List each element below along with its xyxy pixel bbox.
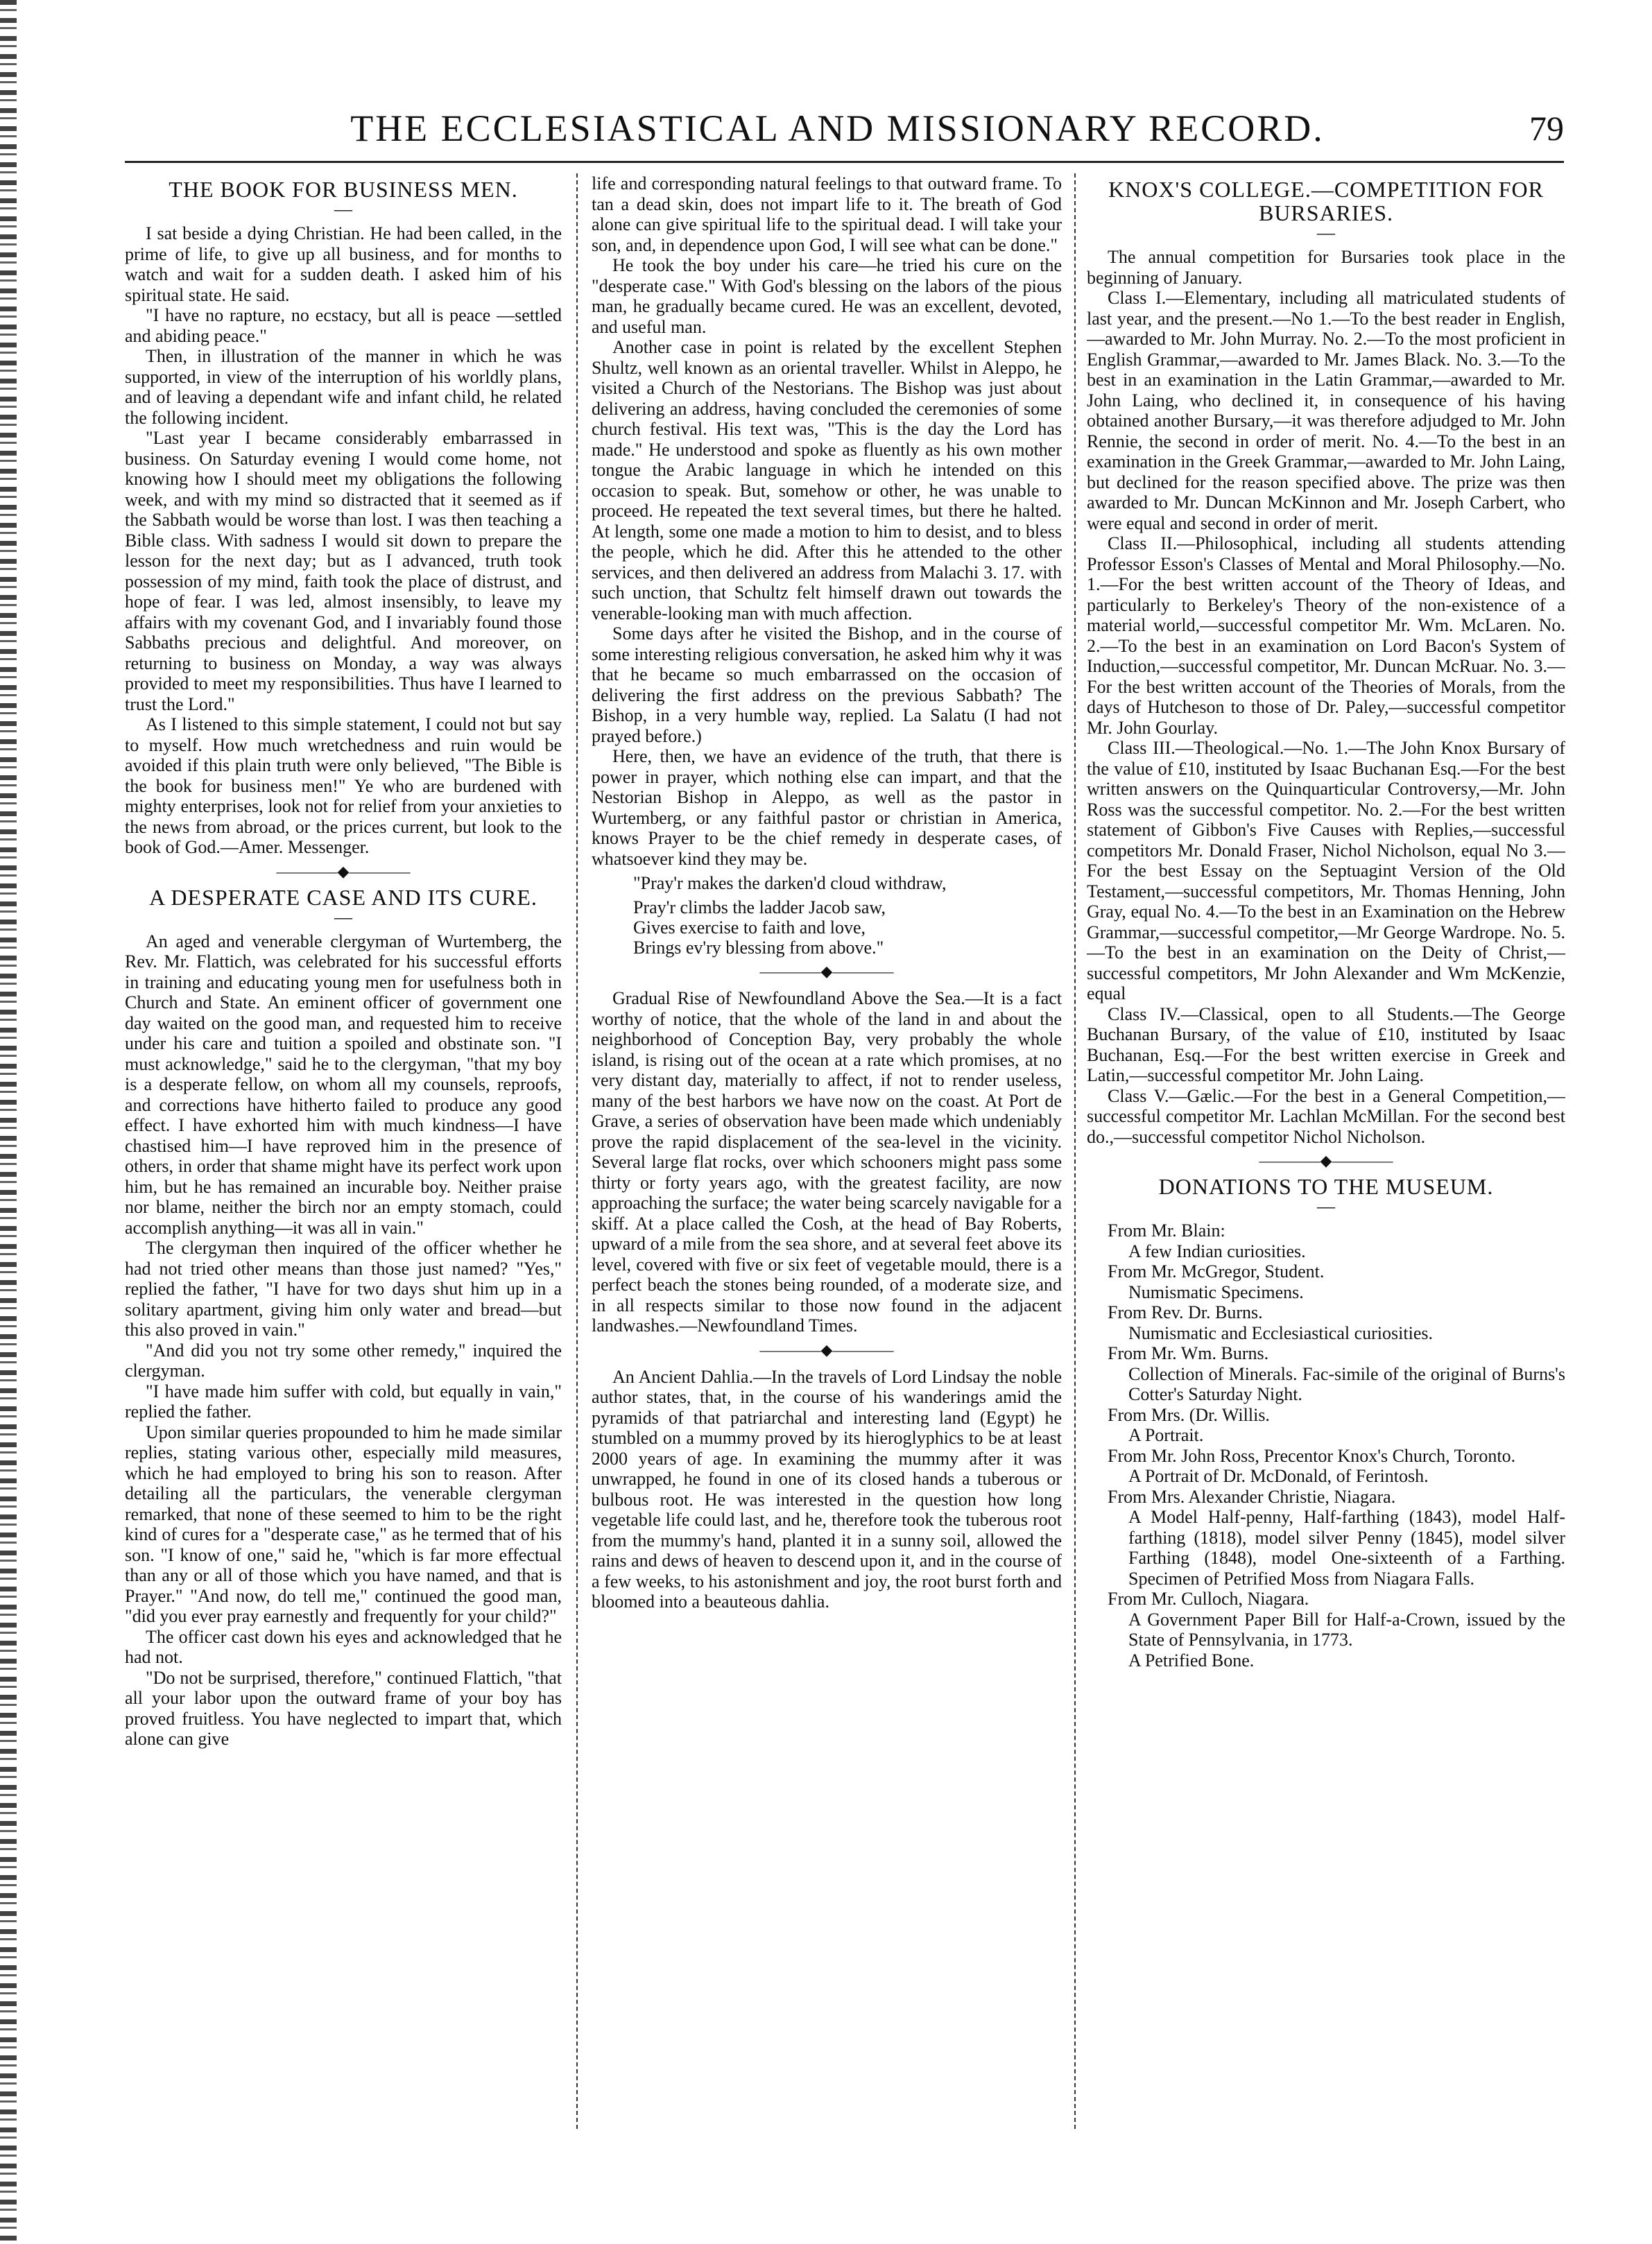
- paragraph: The officer cast down his eyes and acknowledged that he had not.: [125, 1626, 562, 1667]
- paragraph: Here, then, we have an evidence of the truth, that there is power in prayer, which nothing else can impart, and that the Nestorian Bishop in Aleppo, as well as the pastor in Wurtemberg, or any faithful pastor or christian in America, knows Prayer to be the chief remedy in desperate cases, of whatsoever kind they may be.: [592, 746, 1062, 869]
- page-number: 79: [1529, 109, 1564, 148]
- paragraph: Another case in point is related by the excellent Stephen Shultz, well known as an oriental traveller. Whilst in Aleppo, he visited a Church of the Nestorians. The Bishop was just about delivering an address, having concluded the ceremonies of some church festival. His text was, "This is the day the Lord has made." He understood and spoke as fluently as his own mother tongue the Arabic language in which he intended on this occasion to speak. But, somehow or other, he was unable to proceed. He repeated the text several times, but there he halted. At length, some one made a motion to him to desist, and to bless the people, which he did. After this he attended to the other services, and then delivered an address from Malachi 3. 17. with such unction, that Schultz felt himself drawn out towards the venerable-looking man with much affection.: [592, 337, 1062, 623]
- donation-item: A Model Half-penny, Half-farthing (1843), model Half-farthing (1818), model silver Penny (1845), model silver Farthing (1848), model One-sixteenth of a Farthing. Specimen of Petrified Moss from Niagara Falls.: [1128, 1507, 1565, 1589]
- paragraph: Gradual Rise of Newfoundland Above the Sea.—It is a fact worthy of notice, that the whole of the land in and about the neighborhood of Conception Bay, very probably the whole island, is rising out of the ocean at a rate which promises, at no very distant day, materially to affect, if not to render useless, many of the best harbors we have now on the coast. At Port de Grave, a series of observation have been made which undeniably prove the rapid displacement of the sea-level in the vicinity. Several large flat rocks, over which schooners might pass some thirty or forty years ago, with the greatest facility, are now approaching the surface; the water being scarcely navigable for a skiff. At a place called the Cosh, at the head of Bay Roberts, upward of a mile from the sea shore, and at several feet above its level, covered with five or six feet of vegetable mould, there is a perfect beach the stones being rounded, of a moderate size, and in all respects similar to those now found in the adjacent landwashes.—Newfoundland Times.: [592, 988, 1062, 1336]
- column-2: [592, 173, 1062, 2129]
- paragraph: An Ancient Dahlia.—In the travels of Lord Lindsay the noble author states, that, in the course of his wanderings amid the pyramids of that patriarchal and interesting land (Egypt) he stumbled on a mummy proved by its hieroglyphics to be at least 2000 years of age. In examining the mummy after it was unwrapped, he found in one of its closed hands a tuberous or bulbous root. He was interested in the question how long vegetable life could last, and he, therefore took the tuberous root from the mummy's hand, planted it in a sunny soil, allowed the rains and dews of heaven to descend upon it, and in the course of a few weeks, to his astonishment and joy, the root burst forth and bloomed into a beauteous dahlia.: [592, 1366, 1062, 1612]
- section-ornament: ————◆————: [759, 963, 894, 980]
- article-title: KNOX'S COLLEGE.—COMPETITION FOR BURSARIES.: [1108, 177, 1544, 225]
- donation-donor: From Mr. John Ross, Precentor Knox's Church, Toronto.: [1108, 1445, 1516, 1466]
- donation-donor: From Rev. Dr. Burns.: [1108, 1302, 1263, 1322]
- donation-donor: From Mr. Wm. Burns.: [1108, 1343, 1269, 1363]
- donation-donor: From Mr. McGregor, Student.: [1108, 1261, 1325, 1281]
- paragraph: As I listened to this simple statement, I could not but say to myself. How much wretchedness and ruin would be avoided if this plain truth were only believed, "The Bible is the book for business men!" Ye who are burdened with mighty enterprises, look not for relief from your anxieties to the news from abroad, or the prices current, but look to the book of God.—Amer. Messenger.: [125, 714, 562, 857]
- column-separator: [576, 173, 578, 2129]
- paragraph: Class II.—Philosophical, including all students attending Professor Esson's Classes of Mental and Moral Philosophy.—No. 1.—For the best written account of the Theory of Ideas, and particularly to Berkeley's Theory of the non-existence of a material world,—successful competitor Mr. Wm. McLaren. No. 2.—To the best in an examination on Lord Bacon's System of Induction,—successful competitor, Mr. Duncan McRuar. No. 3.—For the best written account of the Theories of Morals, from the days of Hutcheson to those of Dr. Paley,—successful competitor Mr. John Gourlay.: [1087, 533, 1565, 738]
- article-title: A DESPERATE CASE AND ITS CURE.: [149, 884, 537, 910]
- section-ornament: ————◆————: [276, 862, 411, 880]
- paragraph: He took the boy under his care—he tried his cure on the "desperate case." With God's blessing on the labors of the pious man, he gradually became cured. He was an excellent, devoted, and useful man.: [592, 255, 1062, 337]
- donation-item: A Petrified Bone.: [1128, 1650, 1255, 1671]
- donation-item: Numismatic and Ecclesiastical curiosities.: [1128, 1322, 1433, 1343]
- donation-item: A few Indian curiosities.: [1128, 1241, 1306, 1261]
- paragraph: An aged and venerable clergyman of Wurtemberg, the Rev. Mr. Flattich, was celebrated for his successful efforts in training and educating young men for usefulness both in Church and State. An eminent officer of government one day waited on the good man, and requested him to receive under his care and tuition a spoiled and obstinate son. "I must acknowledge," said he to the clergyman, "that my boy is a desperate fellow, on whom all my counsels, reproofs, and corrections have hitherto failed to produce any good effect. I have exhorted him with much kindness—I have chastised him—I have reproved him in the presence of others, in order that shame might have its perfect work upon him, but he has remained an incurable boy. Neither praise nor blame, neither the birch nor an empty stomach, could accomplish anything—it was all in vain.": [125, 931, 562, 1238]
- verse-line: "Pray'r makes the darken'd cloud withdraw,: [633, 873, 947, 893]
- column-3: [1087, 173, 1565, 2129]
- donation-donor: From Mrs. (Dr. Willis.: [1108, 1404, 1270, 1425]
- scan-edge: [0, 0, 17, 2244]
- paragraph: Class V.—Gælic.—For the best in a General Competition,—successful competitor Mr. Lachlan McMillan. For the second best do.,—successful competitor Nichol Nicholson.: [1087, 1085, 1565, 1147]
- paragraph: The annual competition for Bursaries took place in the beginning of January.: [1087, 247, 1565, 288]
- page-header: [111, 104, 1564, 153]
- title-dash: —: [1317, 1196, 1335, 1216]
- donation-item: Numismatic Specimens.: [1128, 1281, 1304, 1302]
- paragraph: life and corresponding natural feelings to that outward frame. To tan a dead skin, does not impart life to it. The breath of God alone can give spiritual life to the spiritual dead. I will take your son, and, in dependence upon God, I will see what can be done.": [592, 173, 1062, 255]
- section-ornament: ————◆————: [1259, 1152, 1393, 1169]
- donation-donor: From Mrs. Alexander Christie, Niagara.: [1108, 1486, 1396, 1507]
- paragraph: "I have no rapture, no ecstacy, but all is peace —settled and abiding peace.": [125, 305, 562, 346]
- paragraph: Some days after he visited the Bishop, and in the course of some interesting religious conversation, he asked him why it was that he became so much embarrassed on the occasion of delivering the first address on the previous Sabbath? The Bishop, in a very humble way, replied. La Salatu (I had not prayed before.): [592, 623, 1062, 746]
- column-1: [125, 173, 562, 2129]
- donation-item: A Portrait.: [1128, 1425, 1204, 1445]
- donation-donor: From Mr. Culloch, Niagara.: [1108, 1589, 1309, 1609]
- donation-item: A Portrait of Dr. McDonald, of Ferintosh.: [1128, 1466, 1429, 1486]
- paragraph: "I have made him suffer with cold, but equally in vain," replied the father.: [125, 1381, 562, 1422]
- title-dash: —: [334, 906, 352, 927]
- paragraph: I sat beside a dying Christian. He had been called, in the prime of life, to give up all business, and for months to watch and wait for a sudden death. I asked him of his spiritual state. He said.: [125, 223, 562, 305]
- header-rule: [125, 161, 1564, 163]
- verse-line: Brings ev'ry blessing from above.": [633, 938, 884, 958]
- section-ornament: ————◆————: [759, 1340, 894, 1358]
- paragraph: Class IV.—Classical, open to all Students.—The George Buchanan Bursary, of the value of £10, instituted by Isaac Buchanan, Esq.—For the best written exercise in Greek and Latin,—successful competitor Mr. John Laing.: [1087, 1003, 1565, 1085]
- journal-title: THE ECCLESIASTICAL AND MISSIONARY RECORD.: [350, 107, 1325, 149]
- donation-item: Collection of Minerals. Fac-simile of the original of Burns's Cotter's Saturday Night.: [1128, 1363, 1565, 1404]
- verse-line: Gives exercise to faith and love,: [633, 917, 866, 938]
- paragraph: The clergyman then inquired of the officer whether he had not tried other means than those just named? "Yes," replied the father, "I have for two days shut him up in a solitary apartment, giving him only water and bread—but this also proved in vain.": [125, 1238, 562, 1340]
- paragraph: Upon similar queries propounded to him he made similar replies, stating various other, especially mild measures, which he had employed to bring his son to reason. After detailing all the particulars, the venerable clergyman remarked, that none of these seemed to him to be the right kind of cures for a "desperate case," as he termed that of his son. "I know of one," said he, "which is far more effectual than any or all of those which you have named, and that is Prayer." "And now, do tell me," continued the good man, "did you ever pray earnestly and frequently for your child?": [125, 1422, 562, 1626]
- title-dash: —: [334, 199, 352, 219]
- paragraph: Class I.—Elementary, including all matriculated students of last year, and the present.—No 1.—To the best reader in English,—awarded to Mr. John Murray. No. 2.—To the most proficient in English Grammar,—awarded to Mr. James Black. No. 3.—To the best in an examination in the Latin Grammar,—awarded to Mr. John Laing, who declined it, in consequence of his having obtained another Bursary,—it was therefore adjudged to Mr. John Rennie, the second in order of merit. No. 4.—To the best in an examination in the Greek Grammar,—awarded to Mr. John Laing, but declined for the reason specified above. The prize was then awarded to Mr. Duncan McKinnon and Mr. Joseph Carbert, who were equal and second in order of merit.: [1087, 288, 1565, 533]
- article-title: THE BOOK FOR BUSINESS MEN.: [169, 177, 518, 202]
- article-title: DONATIONS TO THE MUSEUM.: [1158, 1174, 1494, 1199]
- paragraph: "Do not be surprised, therefore," continued Flattich, "that all your labor upon the outward frame of your boy has proved fruitless. You have neglected to impart that, which alone can give: [125, 1667, 562, 1749]
- paragraph: "And did you not try some other remedy," inquired the clergyman.: [125, 1340, 562, 1381]
- paragraph: Then, in illustration of the manner in which he was supported, in view of the interruption of his worldly plans, and of leaving a dependant wife and infant child, he related the following incident.: [125, 346, 562, 428]
- donation-item: A Government Paper Bill for Half-a-Crown, issued by the State of Pennsylvania, in 1773.: [1128, 1609, 1565, 1650]
- title-dash: —: [1317, 223, 1335, 243]
- paragraph: Class III.—Theological.—No. 1.—The John Knox Bursary of the value of £10, instituted by Isaac Buchanan Esq.—For the best written answers on the Quinquarticular Controversy,—Mr. John Ross was the successful competitor. No. 2.—For the best written statement of Gibbon's Five Causes with Replies,—successful competitors Mr. Donald Fraser, Nichol Nicholson, equal No 3.—For the best Essay on the Septuagint Version of the Old Testament,—successful competitors, Mr. Thomas Henning, John Gray, equal No. 4.—To the best in an Examination on the Hebrew Grammar,—successful competitor,—Mr George Wardrope. No. 5.—To the best in an examination on the Deity of Christ,—successful competitors, Mr John Alexander and Wm McKenzie, equal: [1087, 738, 1565, 1003]
- paragraph: "Last year I became considerably embarrassed in business. On Saturday evening I would come home, not knowing how I should meet my obligations the following week, and with my mind so distracted that it seemed as if the Sabbath would be worse than lost. I was then teaching a Bible class. With sadness I would sit down to prepare the lesson for the next day; but as I advanced, truth took possession of my mind, faith took the place of distrust, and hope of fear. I was led, almost insensibly, to leave my affairs with my covenant God, and I invariably found those Sabbaths precious and delightful. And moreover, on returning to business on Monday, a way was always provided to meet my responsibilities. Thus have I learned to trust the Lord.": [125, 428, 562, 714]
- donation-donor: From Mr. Blain:: [1108, 1220, 1225, 1241]
- verse-line: Pray'r climbs the ladder Jacob saw,: [633, 897, 886, 917]
- column-separator: [1074, 173, 1076, 2129]
